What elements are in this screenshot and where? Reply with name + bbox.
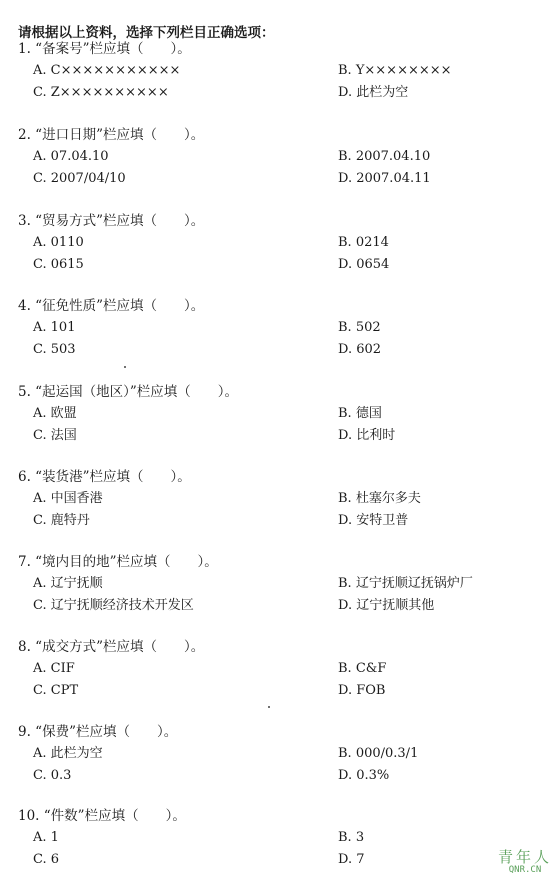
option-grid <box>18 148 548 192</box>
question-4 <box>18 297 548 363</box>
option-grid <box>18 745 548 789</box>
question-stem: 9. “保费”栏应填（ ）。 <box>18 724 178 740</box>
option-d: D. FOB <box>338 683 386 698</box>
question-stem: 5. “起运国（地区）”栏应填（ ）。 <box>18 384 238 400</box>
option-c: C. 6 <box>33 852 60 867</box>
option-c: C. 0.3 <box>33 768 72 783</box>
option-b: B. 2007.04.10 <box>338 149 431 164</box>
option-grid <box>18 660 548 704</box>
question-2 <box>18 126 548 192</box>
option-d: D. 0654 <box>338 257 390 272</box>
option-a: A. 0110 <box>33 235 84 250</box>
scan-speck <box>268 706 270 708</box>
question-9 <box>18 723 548 789</box>
option-c: C. Z×××××××××× <box>33 85 169 100</box>
question-stem: 10. “件数”栏应填（ ）。 <box>18 808 186 824</box>
option-a: A. C××××××××××× <box>33 63 181 78</box>
option-grid <box>18 319 548 363</box>
option-d: D. 辽宁抚顺其他 <box>338 598 435 613</box>
option-d: D. 比利时 <box>338 428 396 443</box>
question-stem: 6. “装货港”栏应填（ ）。 <box>18 469 191 485</box>
option-d: D. 602 <box>338 342 382 357</box>
option-a: A. 07.04.10 <box>33 149 109 164</box>
option-a: A. 101 <box>33 320 76 335</box>
option-b: B. 德国 <box>338 406 382 421</box>
option-d: D. 2007.04.11 <box>338 171 431 186</box>
question-stem: 8. “成交方式”栏应填（ ）。 <box>18 639 205 655</box>
option-grid <box>18 405 548 449</box>
option-b: B. 杜塞尔多夫 <box>338 491 421 506</box>
option-a: A. 欧盟 <box>33 406 77 421</box>
option-b: B. 辽宁抚顺辽抚锅炉厂 <box>338 576 473 591</box>
option-b: B. C&F <box>338 661 387 676</box>
option-b: B. Y×××××××× <box>338 63 452 78</box>
option-b: B. 000/0.3/1 <box>338 746 419 761</box>
option-b: B. 3 <box>338 830 365 845</box>
option-c: C. 法国 <box>33 428 77 443</box>
option-grid <box>18 62 548 106</box>
option-a: A. CIF <box>33 661 75 676</box>
option-a: A. 辽宁抚顺 <box>33 576 103 591</box>
watermark-logo <box>498 846 552 875</box>
option-c: C. 2007/04/10 <box>33 171 126 186</box>
question-3 <box>18 212 548 278</box>
scan-speck <box>124 366 126 368</box>
question-stem: 2. “进口日期”栏应填（ ）。 <box>18 127 205 143</box>
option-d: D. 7 <box>338 852 365 867</box>
question-7 <box>18 553 548 619</box>
question-5 <box>18 383 548 449</box>
question-stem: 4. “征免性质”栏应填（ ）。 <box>18 298 205 314</box>
option-a: A. 1 <box>33 830 59 845</box>
option-grid <box>18 234 548 278</box>
question-6 <box>18 468 548 534</box>
question-stem: 7. “境内目的地”栏应填（ ）。 <box>18 554 218 570</box>
question-10 <box>18 807 548 873</box>
watermark-site: QNR.CN <box>508 865 542 875</box>
option-b: B. 0214 <box>338 235 389 250</box>
option-b: B. 502 <box>338 320 381 335</box>
option-c: C. 鹿特丹 <box>33 513 90 528</box>
option-d: D. 0.3% <box>338 768 390 783</box>
option-a: A. 中国香港 <box>33 491 103 506</box>
option-a: A. 此栏为空 <box>33 746 103 761</box>
option-d: D. 此栏为空 <box>338 85 409 100</box>
instructions-heading: 请根据以上资料，选择下列栏目正确选项： <box>18 25 275 41</box>
option-d: D. 安特卫普 <box>338 513 409 528</box>
option-c: C. 503 <box>33 342 76 357</box>
option-c: C. CPT <box>33 683 79 698</box>
question-stem: 1. “备案号”栏应填（ ）。 <box>18 41 191 57</box>
option-grid <box>18 575 548 619</box>
question-stem: 3. “贸易方式”栏应填（ ）。 <box>18 213 205 229</box>
option-grid <box>18 829 548 873</box>
question-1 <box>18 40 548 106</box>
option-c: C. 辽宁抚顺经济技术开发区 <box>33 598 194 613</box>
option-c: C. 0615 <box>33 257 84 272</box>
option-grid <box>18 490 548 534</box>
watermark-title: 青年人 <box>497 848 552 866</box>
question-8 <box>18 638 548 704</box>
